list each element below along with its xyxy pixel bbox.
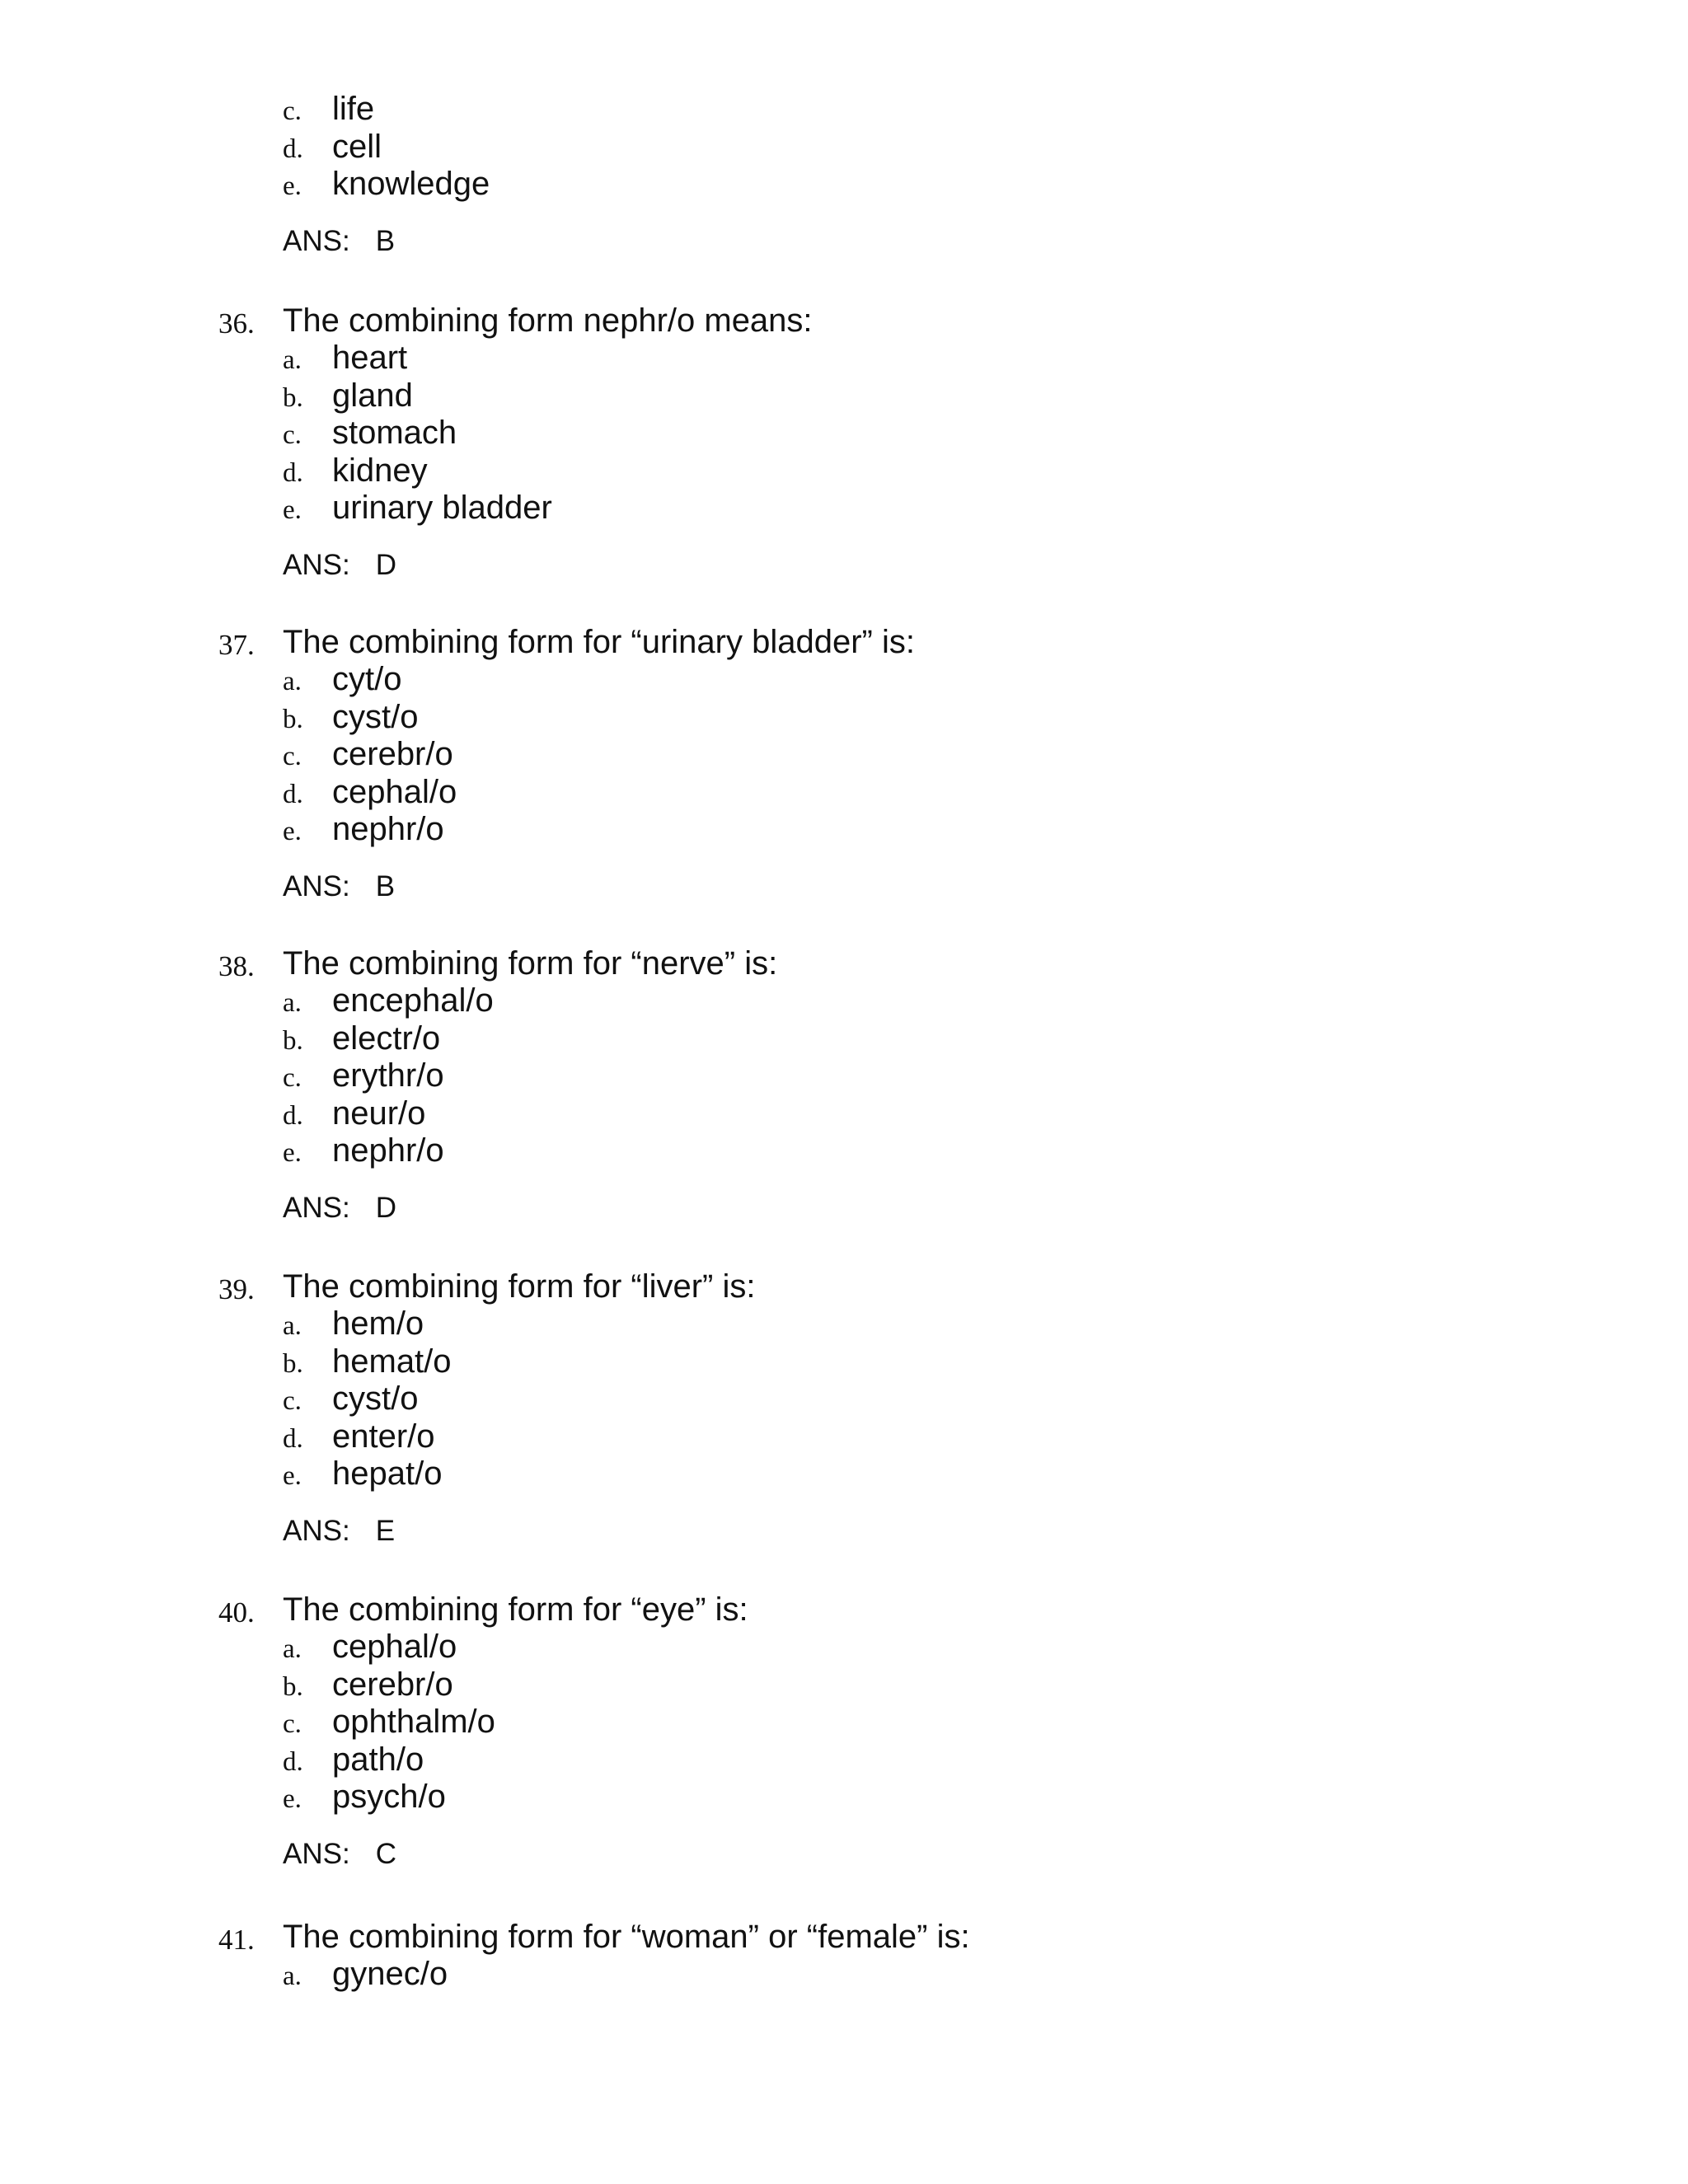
answer-label: ANS: bbox=[283, 1514, 350, 1547]
option-letter: e. bbox=[283, 1784, 302, 1814]
question-stem bbox=[218, 302, 1537, 340]
option-letter: c. bbox=[283, 1709, 302, 1739]
option-letter: d. bbox=[283, 134, 303, 164]
question-35-continuation bbox=[218, 91, 1537, 258]
question-number: 36. bbox=[218, 307, 255, 340]
option-item bbox=[218, 1418, 1537, 1456]
option-letter: e. bbox=[283, 171, 302, 201]
answer-line bbox=[283, 1838, 1537, 1871]
option-item bbox=[218, 1132, 1537, 1170]
option-text: cell bbox=[332, 128, 382, 165]
option-text: gynec/o bbox=[332, 1956, 448, 1992]
option-text: heart bbox=[332, 340, 408, 376]
answer-line bbox=[283, 870, 1537, 903]
question-37 bbox=[218, 623, 1537, 903]
option-item bbox=[218, 377, 1537, 415]
option-item bbox=[218, 982, 1537, 1020]
option-text: cerebr/o bbox=[332, 1666, 453, 1703]
option-letter: b. bbox=[283, 704, 303, 734]
option-letter: c. bbox=[283, 420, 302, 450]
option-text: stomach bbox=[332, 415, 457, 451]
answer-label: ANS: bbox=[283, 869, 350, 902]
option-text: enter/o bbox=[332, 1418, 435, 1455]
option-letter: d. bbox=[283, 1100, 303, 1131]
option-item bbox=[218, 129, 1537, 166]
option-text: hem/o bbox=[332, 1305, 424, 1342]
question-stem bbox=[218, 623, 1537, 661]
answer-value: B bbox=[375, 869, 396, 902]
question-41 bbox=[218, 1918, 1537, 1994]
option-text: cephal/o bbox=[332, 773, 457, 810]
option-item bbox=[218, 452, 1537, 490]
option-letter: e. bbox=[283, 1138, 302, 1168]
option-item bbox=[218, 661, 1537, 699]
answer-line bbox=[283, 225, 1537, 258]
option-text: urinary bladder bbox=[332, 490, 552, 526]
question-36 bbox=[218, 302, 1537, 582]
option-list bbox=[218, 661, 1537, 849]
question-text: The combining form nephr/o means: bbox=[283, 302, 813, 339]
question-text: The combining form for “urinary bladder” is: bbox=[283, 624, 915, 660]
option-letter: d. bbox=[283, 779, 303, 809]
option-item bbox=[218, 1095, 1537, 1133]
answer-value: B bbox=[375, 224, 396, 257]
option-item bbox=[218, 811, 1537, 849]
option-letter: b. bbox=[283, 382, 303, 413]
option-letter: b. bbox=[283, 1671, 303, 1702]
option-letter: a. bbox=[283, 1961, 302, 1991]
option-text: kidney bbox=[332, 452, 428, 489]
option-letter: c. bbox=[283, 742, 302, 771]
question-39 bbox=[218, 1268, 1537, 1548]
option-item bbox=[218, 1629, 1537, 1666]
option-letter: d. bbox=[283, 1423, 303, 1454]
option-text: life bbox=[332, 91, 375, 127]
option-list bbox=[218, 1956, 1537, 1994]
option-item bbox=[218, 1741, 1537, 1779]
option-item bbox=[218, 1779, 1537, 1816]
option-list bbox=[218, 982, 1537, 1170]
option-text: path/o bbox=[332, 1741, 424, 1778]
option-text: gland bbox=[332, 377, 413, 414]
answer-label: ANS: bbox=[283, 224, 350, 257]
option-letter: e. bbox=[283, 1461, 302, 1491]
answer-line bbox=[283, 1192, 1537, 1225]
option-letter: b. bbox=[283, 1348, 303, 1379]
answer-label: ANS: bbox=[283, 1837, 350, 1870]
option-list bbox=[218, 1305, 1537, 1493]
option-letter: d. bbox=[283, 457, 303, 488]
question-stem bbox=[218, 1591, 1537, 1629]
option-item bbox=[218, 1704, 1537, 1741]
option-item bbox=[218, 736, 1537, 774]
question-number: 41. bbox=[218, 1924, 255, 1956]
answer-line bbox=[283, 549, 1537, 582]
option-text: cyst/o bbox=[332, 698, 419, 735]
option-text: ophthalm/o bbox=[332, 1704, 495, 1740]
question-text: The combining form for “liver” is: bbox=[283, 1268, 756, 1305]
option-item bbox=[218, 1343, 1537, 1381]
option-letter: d. bbox=[283, 1746, 303, 1777]
option-item bbox=[218, 1380, 1537, 1418]
option-letter: c. bbox=[283, 1386, 302, 1416]
option-item bbox=[218, 166, 1537, 204]
option-text: cephal/o bbox=[332, 1629, 457, 1665]
option-letter: e. bbox=[283, 495, 302, 525]
question-stem bbox=[218, 944, 1537, 982]
option-text: cerebr/o bbox=[332, 736, 453, 772]
option-item bbox=[218, 1020, 1537, 1058]
option-text: hemat/o bbox=[332, 1343, 452, 1380]
option-letter: a. bbox=[283, 988, 302, 1018]
question-stem bbox=[218, 1268, 1537, 1305]
answer-value: D bbox=[375, 548, 397, 581]
option-item bbox=[218, 1305, 1537, 1343]
option-letter: a. bbox=[283, 667, 302, 696]
option-letter: a. bbox=[283, 1311, 302, 1341]
question-number: 37. bbox=[218, 629, 255, 661]
question-stem bbox=[218, 1918, 1537, 1956]
option-text: neur/o bbox=[332, 1094, 426, 1132]
option-letter: e. bbox=[283, 817, 302, 846]
option-list bbox=[218, 1629, 1537, 1816]
option-letter: a. bbox=[283, 1634, 302, 1664]
question-text: The combining form for “woman” or “female” is: bbox=[283, 1919, 970, 1955]
option-item bbox=[218, 1455, 1537, 1493]
option-letter: a. bbox=[283, 345, 302, 375]
option-text: psych/o bbox=[332, 1779, 446, 1815]
answer-label: ANS: bbox=[283, 1191, 350, 1224]
question-number: 38. bbox=[218, 950, 255, 982]
option-text: electr/o bbox=[332, 1019, 441, 1057]
option-item bbox=[218, 415, 1537, 452]
option-item bbox=[218, 1956, 1537, 1994]
option-text: knowledge bbox=[332, 166, 490, 202]
option-item bbox=[218, 1057, 1537, 1095]
question-number: 39. bbox=[218, 1273, 255, 1305]
option-text: cyt/o bbox=[332, 661, 402, 697]
option-letter: c. bbox=[283, 96, 302, 126]
answer-line bbox=[283, 1515, 1537, 1548]
option-text: nephr/o bbox=[332, 1132, 444, 1169]
question-38 bbox=[218, 944, 1537, 1225]
option-text: erythr/o bbox=[332, 1057, 444, 1094]
question-text: The combining form for “nerve” is: bbox=[283, 945, 778, 982]
option-text: cyst/o bbox=[332, 1380, 419, 1417]
answer-value: D bbox=[375, 1191, 397, 1224]
option-item bbox=[218, 91, 1537, 129]
option-list bbox=[218, 340, 1537, 527]
question-text: The combining form for “eye” is: bbox=[283, 1591, 748, 1628]
option-item bbox=[218, 1666, 1537, 1704]
option-item bbox=[218, 699, 1537, 737]
option-text: hepat/o bbox=[332, 1455, 443, 1492]
question-number: 40. bbox=[218, 1596, 255, 1629]
option-item bbox=[218, 774, 1537, 812]
option-letter: c. bbox=[283, 1063, 302, 1093]
answer-label: ANS: bbox=[283, 548, 350, 581]
option-list bbox=[218, 91, 1537, 204]
question-40 bbox=[218, 1591, 1537, 1871]
answer-value: C bbox=[375, 1837, 397, 1870]
answer-value: E bbox=[375, 1514, 396, 1547]
option-letter: b. bbox=[283, 1025, 303, 1056]
option-text: nephr/o bbox=[332, 811, 444, 847]
option-text: encephal/o bbox=[332, 982, 494, 1019]
option-item bbox=[218, 340, 1537, 377]
option-item bbox=[218, 490, 1537, 527]
